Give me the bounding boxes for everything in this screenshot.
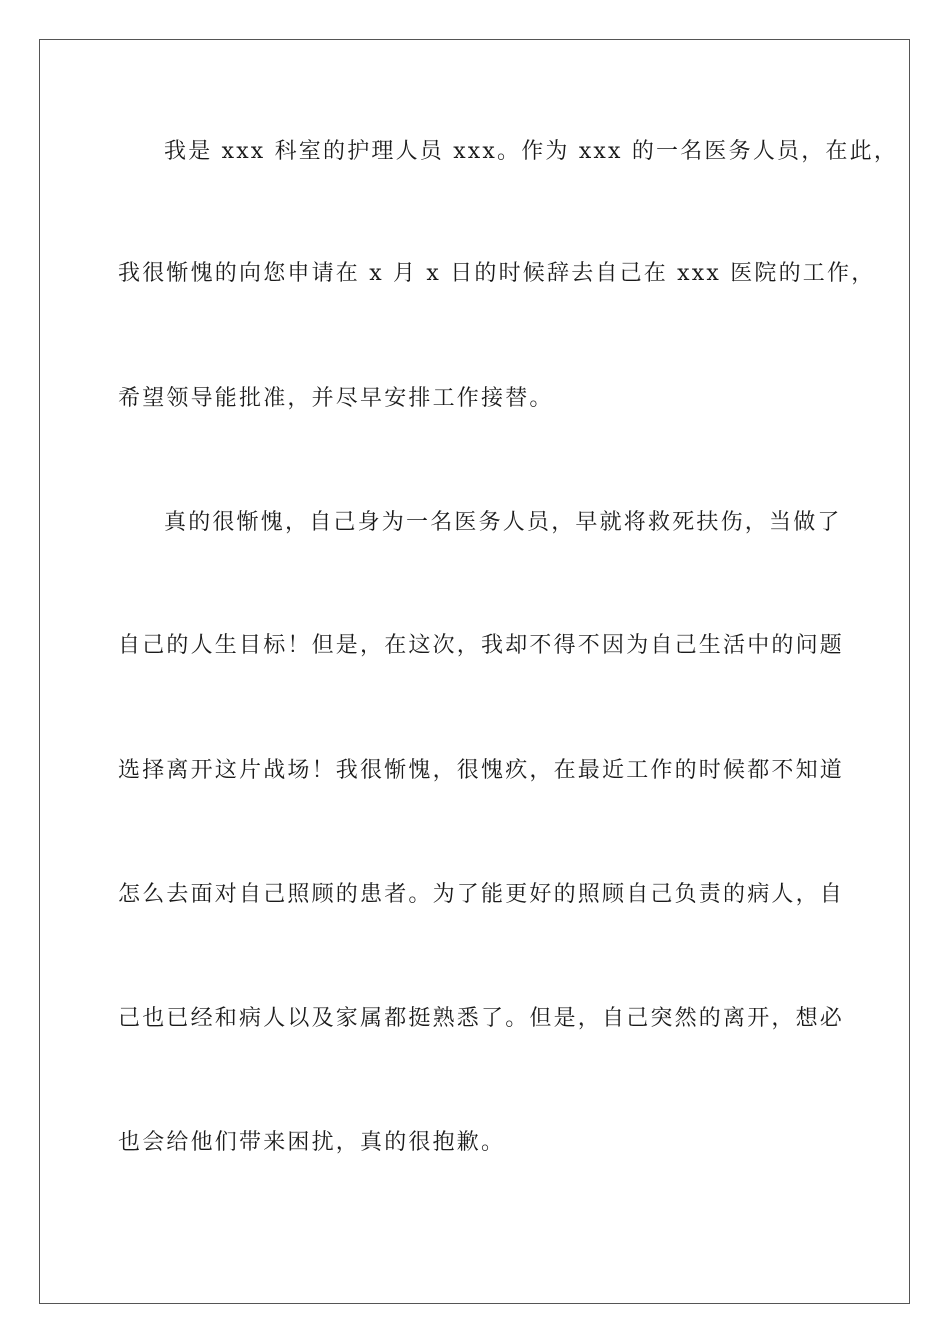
- paragraph-2-line-5: 己也已经和病人以及家属都挺熟悉了。但是，自己突然的离开，想必: [118, 1006, 845, 1031]
- paragraph-2-line-1: 真的很惭愧，自己身为一名医务人员，早就将救死扶伤，当做了: [164, 510, 842, 535]
- paragraph-2-line-2: 自己的人生目标！但是，在这次，我却不得不因为自己生活中的问题: [118, 633, 845, 658]
- paragraph-1-line-2: 我很惭愧的向您申请在 x 月 x 日的时候辞去自己在 xxx 医院的工作，: [118, 261, 876, 286]
- paragraph-2-line-3: 选择离开这片战场！我很惭愧，很愧疚，在最近工作的时候都不知道: [118, 758, 845, 783]
- paragraph-2-line-6: 也会给他们带来困扰，真的很抱歉。: [118, 1130, 506, 1155]
- page-border: [39, 39, 910, 1304]
- paragraph-1-line-1: 我是 xxx 科室的护理人员 xxx。作为 xxx 的一名医务人员，在此，: [164, 139, 899, 164]
- paragraph-2-line-4: 怎么去面对自己照顾的患者。为了能更好的照顾自己负责的病人，自: [118, 882, 845, 907]
- paragraph-1-line-3: 希望领导能批准，并尽早安排工作接替。: [118, 386, 554, 411]
